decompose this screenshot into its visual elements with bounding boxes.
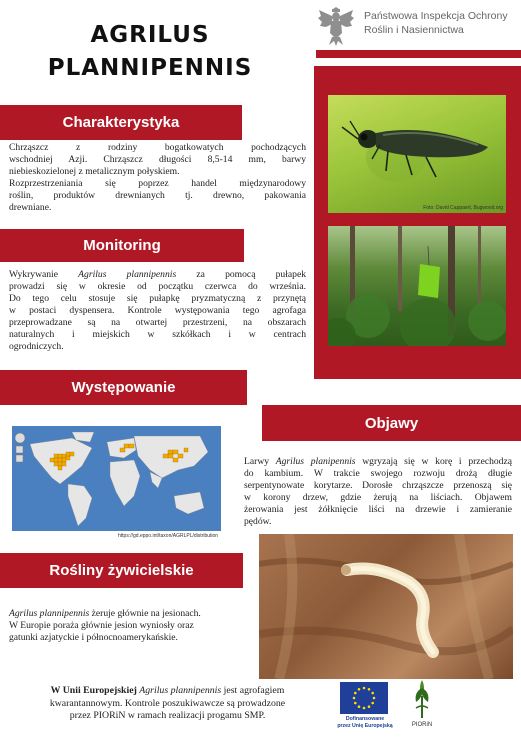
species-name: Agrilus plannipennis	[78, 269, 177, 280]
footer-text	[20, 685, 315, 723]
text-line: żerowania jest żółknięcie liści na drzewie i zamieranie	[244, 504, 512, 515]
section-heading-objawy: Objawy	[262, 405, 521, 441]
text-line: drewniane.	[9, 202, 52, 213]
text-line: Do tego celu stosuje się pułapkę pryzmatyczną z przynętą	[9, 293, 306, 304]
text-line: serpentynowate korytarze. Dorosłe chrząszcze przenoszą się	[244, 480, 512, 491]
text-line: gatunki azjatyckie i północnoamerykańskie.	[9, 632, 178, 643]
footer-line-1	[20, 685, 315, 698]
polish-eagle-emblem-icon	[316, 4, 356, 48]
photo-credit: Foto: David Cappaert, Bugwood.org	[423, 205, 503, 211]
text-run: wgryzają się w korę i przechodzą	[355, 456, 512, 467]
section-heading-wystepowanie: Występowanie	[0, 370, 247, 405]
text-run: jest agrofagiem	[221, 685, 285, 696]
monitoring-text	[9, 269, 306, 353]
text-line: niebieskozielonej z metalicznym połyskiem.	[9, 166, 180, 177]
text-line	[9, 269, 306, 281]
beetle-photo	[328, 95, 506, 213]
eu-funding-line-2: przez Unię Europejską	[337, 722, 393, 729]
piorin-logo-icon	[410, 678, 434, 720]
text-line: W Europie poraża głównie jesion wyniosły oraz	[9, 620, 194, 631]
footer-bold-text: W Unii Europejskiej	[50, 685, 140, 696]
map-source-caption: https://gd.eppo.int/taxon/AGRLPL/distribution	[118, 533, 219, 539]
section-heading-rosliny-zywicielskie: Rośliny żywicielskie	[0, 553, 243, 588]
piorin-label: PIORiN	[411, 722, 433, 728]
eu-flag-logo	[340, 682, 388, 714]
text-run: Wykrywanie	[9, 269, 79, 280]
text-line: do kambium. W trakcie swojego rozwoju drożą długie	[244, 468, 512, 479]
text-line: wschodniej Azji. Chrząszcz długości 8,5-14 mm, barwy	[9, 154, 306, 165]
text-line: pędów.	[244, 516, 272, 527]
text-line: roślin, produktów drewnianych tj. drewno, pakowania	[9, 190, 306, 201]
text-line: ogrodniczych.	[9, 341, 64, 352]
header-accent-bar	[316, 50, 521, 58]
trap-in-forest-photo	[328, 226, 506, 346]
text-line	[9, 608, 269, 620]
org-name-line-2: Roślin i Nasiennictwa	[364, 24, 464, 36]
text-run: żeruje głównie na jesionach.	[89, 608, 201, 619]
charakterystyka-text	[9, 142, 306, 214]
text-line: prowadzi się w okresie od początku czerwca do września.	[9, 281, 306, 292]
text-line	[244, 456, 512, 468]
footer-line-2: kwarantannowym. Kontrole poszukiwawcze są prowadzone	[49, 697, 286, 709]
text-run: Larwy	[244, 456, 276, 467]
text-line: w korony drzew, gdzie żerują na liściach. Objawem	[244, 492, 512, 503]
text-line: Chrząszcz z rodziny bogatkowatych pochodzących	[9, 142, 306, 153]
eu-funding-line-1: Dofinansowane	[345, 716, 385, 722]
larva-photo	[259, 534, 513, 679]
rosliny-text	[9, 608, 269, 644]
eu-stars-icon	[340, 682, 388, 714]
eu-funding-label	[330, 716, 400, 729]
species-name: Agrilus plannipennis	[9, 608, 90, 619]
footer-line-3: przez PIORiN w ramach realizacji progamu SMP.	[69, 710, 266, 721]
text-line: naturalnych i miejskich w szkółkach i w centrach	[9, 329, 306, 340]
text-line: w postaci dyspensera. Kontrole występowania tego agrofaga	[9, 305, 306, 316]
title-line-1: AGRILUS	[90, 22, 210, 48]
text-run: za pomocą pułapek	[176, 269, 307, 280]
distribution-map	[12, 426, 221, 531]
objawy-text	[244, 456, 512, 528]
species-name: Agrilus plannipennis	[139, 685, 222, 696]
text-line: przeprowadzane są na otwartej przestrzeni, na obszarach	[9, 317, 306, 328]
species-name: Agrilus planipennis	[275, 456, 356, 467]
org-name	[364, 9, 508, 37]
text-line: Rozprzestrzeniania się poprzez handel międzynarodowy	[9, 178, 306, 189]
title-line-2: PLANNIPENNIS	[47, 55, 253, 81]
section-heading-charakterystyka: Charakterystyka	[0, 105, 242, 140]
section-heading-monitoring: Monitoring	[0, 229, 244, 262]
org-name-line-1: Państwowa Inspekcja Ochrony	[364, 10, 508, 22]
